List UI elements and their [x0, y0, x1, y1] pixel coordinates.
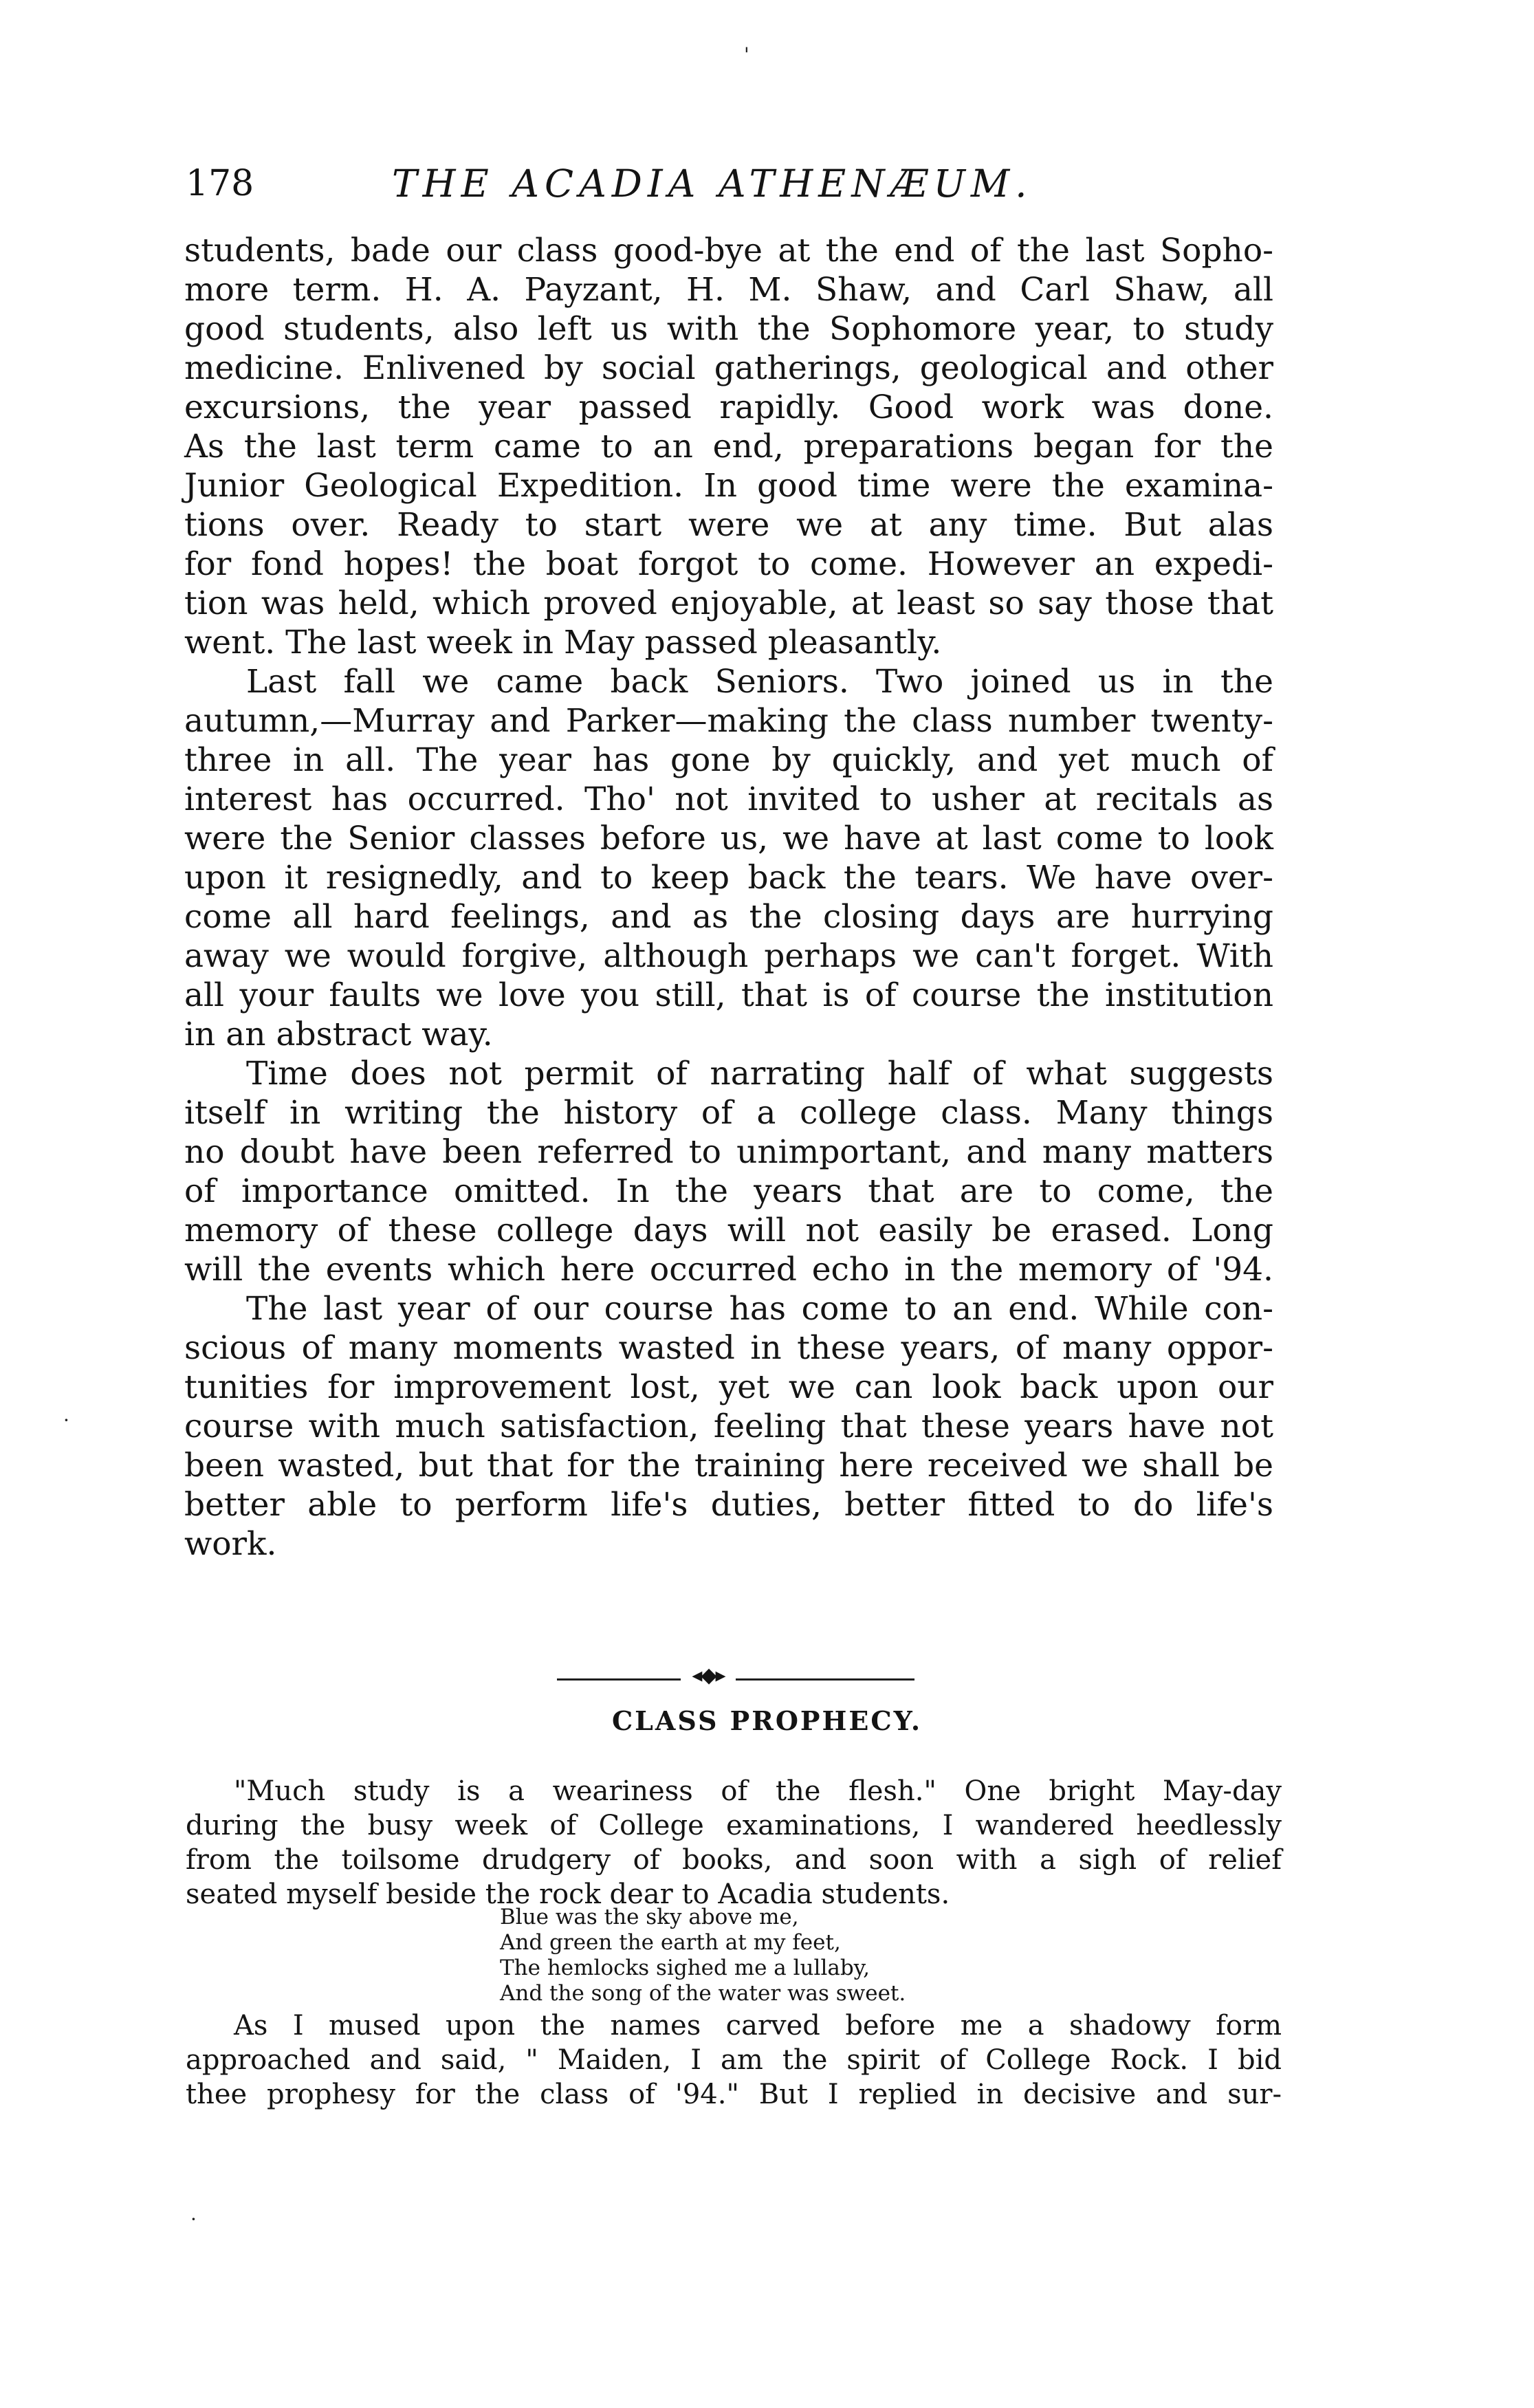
- body-line: all your faults we love you still, that is of course the institution: [184, 976, 1273, 1014]
- prophecy-line: As I mused upon the names carved before me a shadowy form: [234, 2010, 1282, 2042]
- prophecy-continuation: [186, 2009, 1282, 2112]
- divider-rule-left: [557, 1678, 681, 1681]
- prophecy-line: during the busy week of College examinations, I wandered heedlessly: [186, 1810, 1282, 1841]
- body-line: medicine. Enlivened by social gatherings, geological and other: [184, 349, 1273, 387]
- body-line: more term. H. A. Payzant, H. M. Shaw, and Carl Shaw, all: [184, 271, 1273, 309]
- body-line: been wasted, but that for the training here received we shall be: [184, 1447, 1273, 1485]
- prophecy-line: from the toilsome drudgery of books, and soon with a sigh of relief: [186, 1844, 1282, 1876]
- body-line: scious of many moments wasted in these years, of many oppor-: [184, 1329, 1273, 1367]
- poem-line: Blue was the sky above me,: [500, 1905, 799, 1929]
- body-line: itself in writing the history of a college class. Many things: [184, 1094, 1273, 1132]
- poem-stanza: [500, 1905, 906, 2006]
- body-line: of importance omitted. In the years that are to come, the: [184, 1172, 1273, 1210]
- body-line: interest has occurred. Tho' not invited to usher at recitals as: [184, 780, 1273, 818]
- body-line: three in all. The year has gone by quickly, and yet much of: [184, 741, 1273, 779]
- body-line: memory of these college days will not easily be erased. Long: [184, 1212, 1273, 1249]
- page-header: [186, 160, 1286, 208]
- body-line: away we would forgive, although perhaps we can't forget. With: [184, 937, 1273, 975]
- body-line: course with much satisfaction, feeling that these years have not: [184, 1408, 1273, 1445]
- body-line: The last year of our course has come to an end. While con-: [246, 1290, 1273, 1328]
- section-heading: CLASS PROPHECY.: [611, 1705, 923, 1736]
- body-line: Time does not permit of narrating half of what suggests: [246, 1055, 1273, 1093]
- body-line: students, bade our class good-bye at the end of the last Sopho-: [184, 232, 1273, 270]
- body-line: in an abstract way.: [184, 1016, 493, 1053]
- prophecy-line: "Much study is a weariness of the flesh." One bright May-day: [234, 1775, 1282, 1807]
- body-line: good students, also left us with the Sophomore year, to study: [184, 310, 1273, 348]
- history-body: [184, 231, 1273, 1564]
- prophecy-line: thee prophesy for the class of '94." But I replied in decisive and sur-: [186, 2079, 1282, 2110]
- body-line: better able to perform life's duties, better fitted to do life's: [184, 1486, 1273, 1524]
- poem-line: The hemlocks sighed me a lullaby,: [500, 1956, 870, 1980]
- body-line: were the Senior classes before us, we have at last come to look: [184, 820, 1273, 857]
- body-line: Junior Geological Expedition. In good time were the examina-: [184, 467, 1273, 505]
- body-line: went. The last week in May passed pleasantly.: [184, 624, 942, 661]
- poem-line: And the song of the water was sweet.: [500, 1981, 906, 2006]
- divider-rule-right: [736, 1678, 914, 1681]
- margin-mark: ·: [63, 1409, 69, 1432]
- body-line: autumn,—Murray and Parker—making the class number twenty-: [184, 702, 1273, 740]
- poem-line: And green the earth at my feet,: [500, 1930, 841, 1955]
- prophecy-line: seated myself beside the rock dear to Acadia students.: [186, 1879, 950, 1910]
- body-line: for fond hopes! the boat forgot to come. However an expedi-: [184, 545, 1273, 583]
- body-line: excursions, the year passed rapidly. Good work was done.: [184, 388, 1273, 426]
- page-number: 178: [186, 163, 254, 204]
- body-line: come all hard feelings, and as the closing days are hurrying: [184, 898, 1273, 936]
- running-title: THE ACADIA ATHENÆUM.: [392, 162, 1033, 206]
- body-line: tions over. Ready to start were we at any time. But alas: [184, 506, 1273, 544]
- prophecy-opening: [186, 1774, 1282, 1912]
- body-line: tion was held, which proved enjoyable, at least so say those that: [184, 584, 1273, 622]
- divider-ornament: ◂◆▸: [692, 1663, 725, 1687]
- prophecy-line: approached and said, " Maiden, I am the spirit of College Rock. I bid: [186, 2044, 1282, 2076]
- top-mark: ': [744, 43, 749, 66]
- body-line: work.: [184, 1525, 277, 1563]
- bottom-mark: ·: [190, 2208, 197, 2231]
- body-line: upon it resignedly, and to keep back the tears. We have over-: [184, 859, 1273, 897]
- section-divider: [557, 1663, 914, 1689]
- body-line: tunities for improvement lost, yet we can look back upon our: [184, 1368, 1273, 1406]
- body-line: Last fall we came back Seniors. Two joined us in the: [246, 663, 1273, 701]
- body-line: will the events which here occurred echo in the memory of '94.: [184, 1251, 1273, 1289]
- body-line: As the last term came to an end, preparations began for the: [184, 428, 1273, 466]
- body-line: no doubt have been referred to unimportant, and many matters: [184, 1133, 1273, 1171]
